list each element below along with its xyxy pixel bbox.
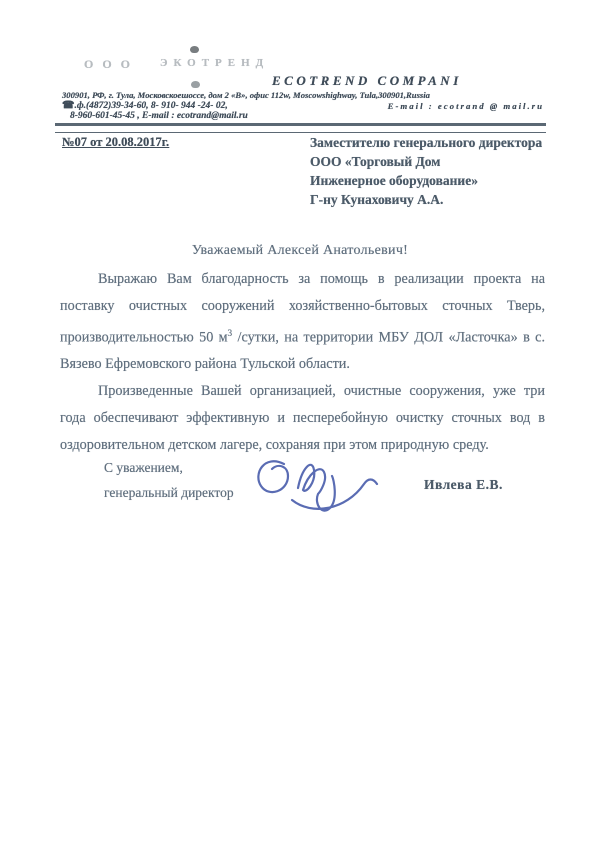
closing-line: С уважением, — [104, 460, 183, 475]
company-name-english: ECOTREND COMPANI — [272, 73, 462, 88]
closing-block — [104, 455, 234, 505]
addressee-line: Заместителю генерального директора — [310, 135, 543, 150]
handwritten-signature — [248, 446, 398, 536]
phone-icon: ☎ — [62, 100, 75, 111]
logo-emblem-icon — [191, 81, 200, 88]
logo-emblem-icon — [190, 46, 199, 53]
superscript-cubed: 3 — [227, 327, 233, 338]
addressee-line: Г-ну Кунаховичу А.А. — [310, 192, 444, 207]
contact-phone-row-2: 8-960-601-45-45 , E-mail : ecotrand@mail.ru — [70, 111, 248, 121]
addressee-line: Инженерное оборудование» — [310, 173, 478, 188]
paragraph-text: /сутки, на территории МБУ ДОЛ «Ласточка» в с. Вязево Ефремовского района Тульской области. — [60, 329, 545, 373]
company-logo: ЭКОТРЕНД — [160, 57, 270, 69]
logo-ooo-text: ООО — [84, 57, 140, 71]
body-paragraph-2: Произведенные Вашей организацией, очистные сооружения, уже три года обеспечивают эффективную и песперебойную очистку сточных вод в оздоровительном детском лагере, сохраняя при этом природную среду. — [60, 382, 545, 453]
closing-line: генеральный директор — [104, 485, 234, 500]
salutation: Уважаемый Алексей Анатольевич! — [191, 243, 409, 258]
letter-body — [60, 266, 545, 458]
company-email: E-mail : ecotrand @ mail.ru — [387, 101, 544, 111]
letterhead-divider — [55, 123, 546, 133]
phone-numbers: .ф.(4872)39-34-60, 8- 910- 944 -24- 02, — [74, 101, 228, 111]
signer-name: Ивлева Е.В. — [424, 477, 503, 492]
addressee-line: ООО «Торговый Дом — [310, 154, 441, 169]
contact-phone-row — [62, 100, 548, 111]
addressee-block — [310, 133, 560, 209]
paragraph-text: Выражаю Вам благодарность за помощь в реализации проекта на поставку очистных сооружений хозяйственно-бытовых сточных Тверь, производительностью 50 м — [60, 271, 545, 346]
company-address: 300901, РФ, г. Тула, Московскоешоссе, дом 2 «В», офис 112w, Moscowshighway, Tula,300901,Russia — [62, 90, 430, 100]
body-paragraph-1 — [60, 266, 545, 378]
reference-number: №07 от 20.08.2017г. — [62, 135, 170, 149]
